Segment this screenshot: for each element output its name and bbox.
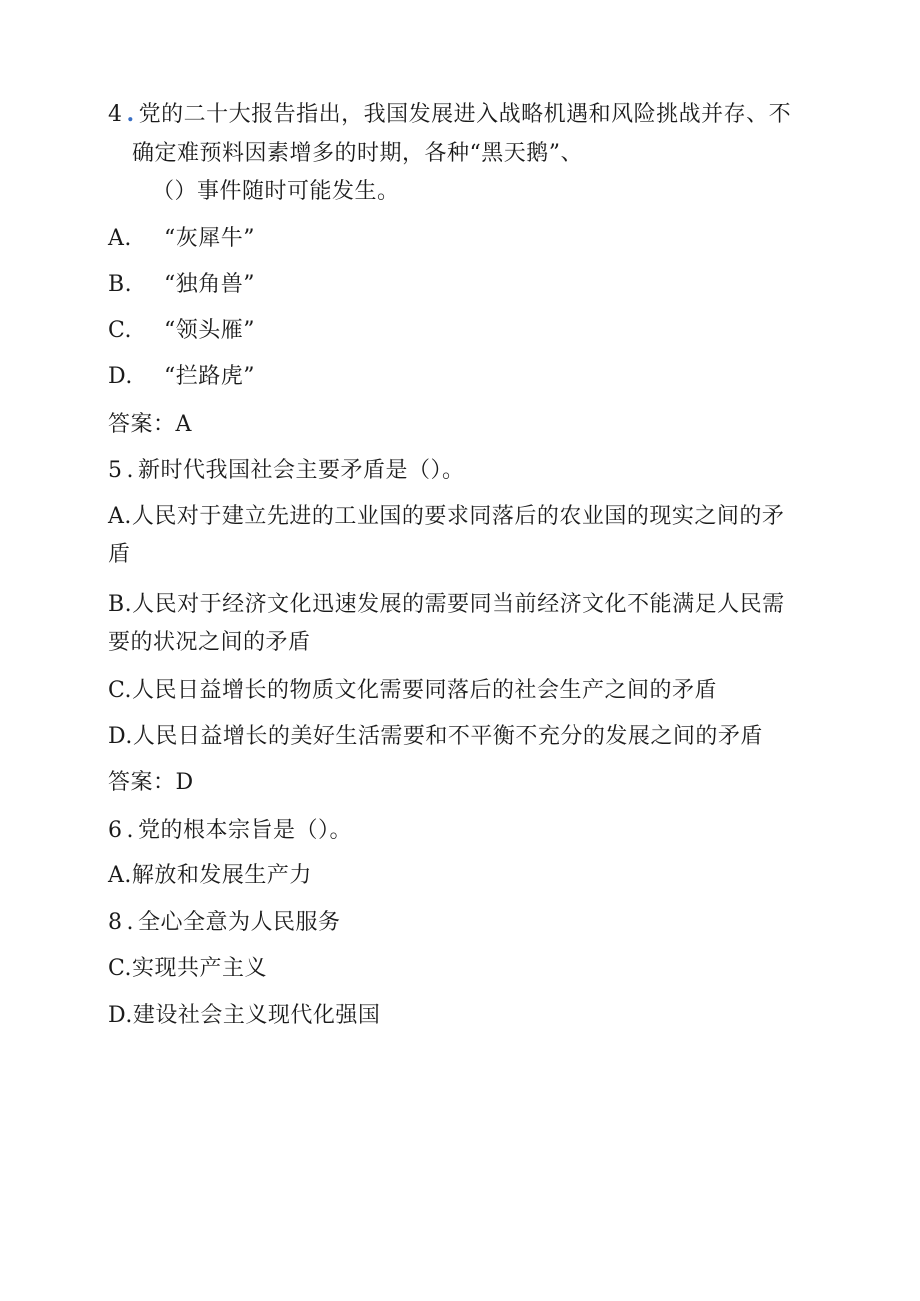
q4-answer: 答案：A bbox=[108, 412, 192, 437]
q6-number-dot: . bbox=[126, 818, 134, 843]
q4-option-d-label: D. bbox=[108, 364, 133, 389]
q4-number: 4 bbox=[108, 102, 123, 127]
q5-option-a-line2: 盾 bbox=[108, 542, 131, 567]
q6-option-b-number: 8 bbox=[108, 910, 123, 935]
q6-option-b bbox=[108, 908, 341, 938]
q6-option-b-dot: . bbox=[126, 910, 134, 935]
q5-stem bbox=[108, 456, 465, 486]
q4-option-c-label: C. bbox=[108, 318, 133, 343]
q5-option-a-line1: A.人民对于建立先进的工业国的要求同落后的农业国的现实之间的矛 bbox=[108, 504, 785, 529]
q4-stem-line2: 确定难预料因素增多的时期，各种“黑天鹅”、 bbox=[132, 141, 583, 166]
q5-option-b-line2: 要的状况之间的矛盾 bbox=[108, 630, 311, 655]
q4-option-b-label: B. bbox=[108, 272, 133, 297]
q6-number: 6 bbox=[108, 818, 123, 843]
q6-stem-text: 党的根本宗旨是（）。 bbox=[138, 818, 353, 843]
q4-stem-line1 bbox=[108, 99, 791, 130]
q4-option-a-text: “灰犀牛” bbox=[164, 226, 255, 251]
q5-option-b-line1: B.人民对于经济文化迅速发展的需要同当前经济文化不能满足人民需 bbox=[108, 592, 785, 617]
q4-option-c-text: “领头雁” bbox=[164, 318, 255, 343]
q5-number-dot: . bbox=[126, 458, 134, 483]
q5-number: 5 bbox=[108, 458, 123, 483]
q5-stem-text: 新时代我国社会主要矛盾是（）。 bbox=[138, 458, 465, 483]
q6-stem bbox=[108, 816, 352, 846]
q4-option-d bbox=[108, 362, 255, 392]
q5-option-d: D.人民日益增长的美好生活需要和不平衡不充分的发展之间的矛盾 bbox=[108, 724, 763, 749]
q4-option-d-text: “拦路虎” bbox=[164, 364, 255, 389]
q6-option-a: A.解放和发展生产力 bbox=[108, 863, 312, 888]
q4-number-dot: . bbox=[126, 101, 135, 127]
q4-option-b bbox=[108, 270, 255, 300]
q6-option-c: C.实现共产主义 bbox=[108, 956, 268, 981]
q4-stem-line3: （）事件随时可能发生。 bbox=[152, 179, 400, 204]
q4-option-b-text: “独角兽” bbox=[164, 272, 255, 297]
q6-option-b-text: 全心全意为人民服务 bbox=[138, 910, 341, 935]
q5-answer: 答案：D bbox=[108, 770, 194, 795]
q4-option-c bbox=[108, 316, 255, 346]
q6-option-d: D.建设社会主义现代化强国 bbox=[108, 1003, 381, 1028]
q4-option-a-label: A. bbox=[108, 226, 132, 251]
q4-stem-text1: 党的二十大报告指出，我国发展进入战略机遇和风险挑战并存、不 bbox=[138, 102, 792, 127]
q4-option-a bbox=[108, 224, 255, 254]
q5-option-c: C.人民日益增长的物质文化需要同落后的社会生产之间的矛盾 bbox=[108, 678, 718, 703]
